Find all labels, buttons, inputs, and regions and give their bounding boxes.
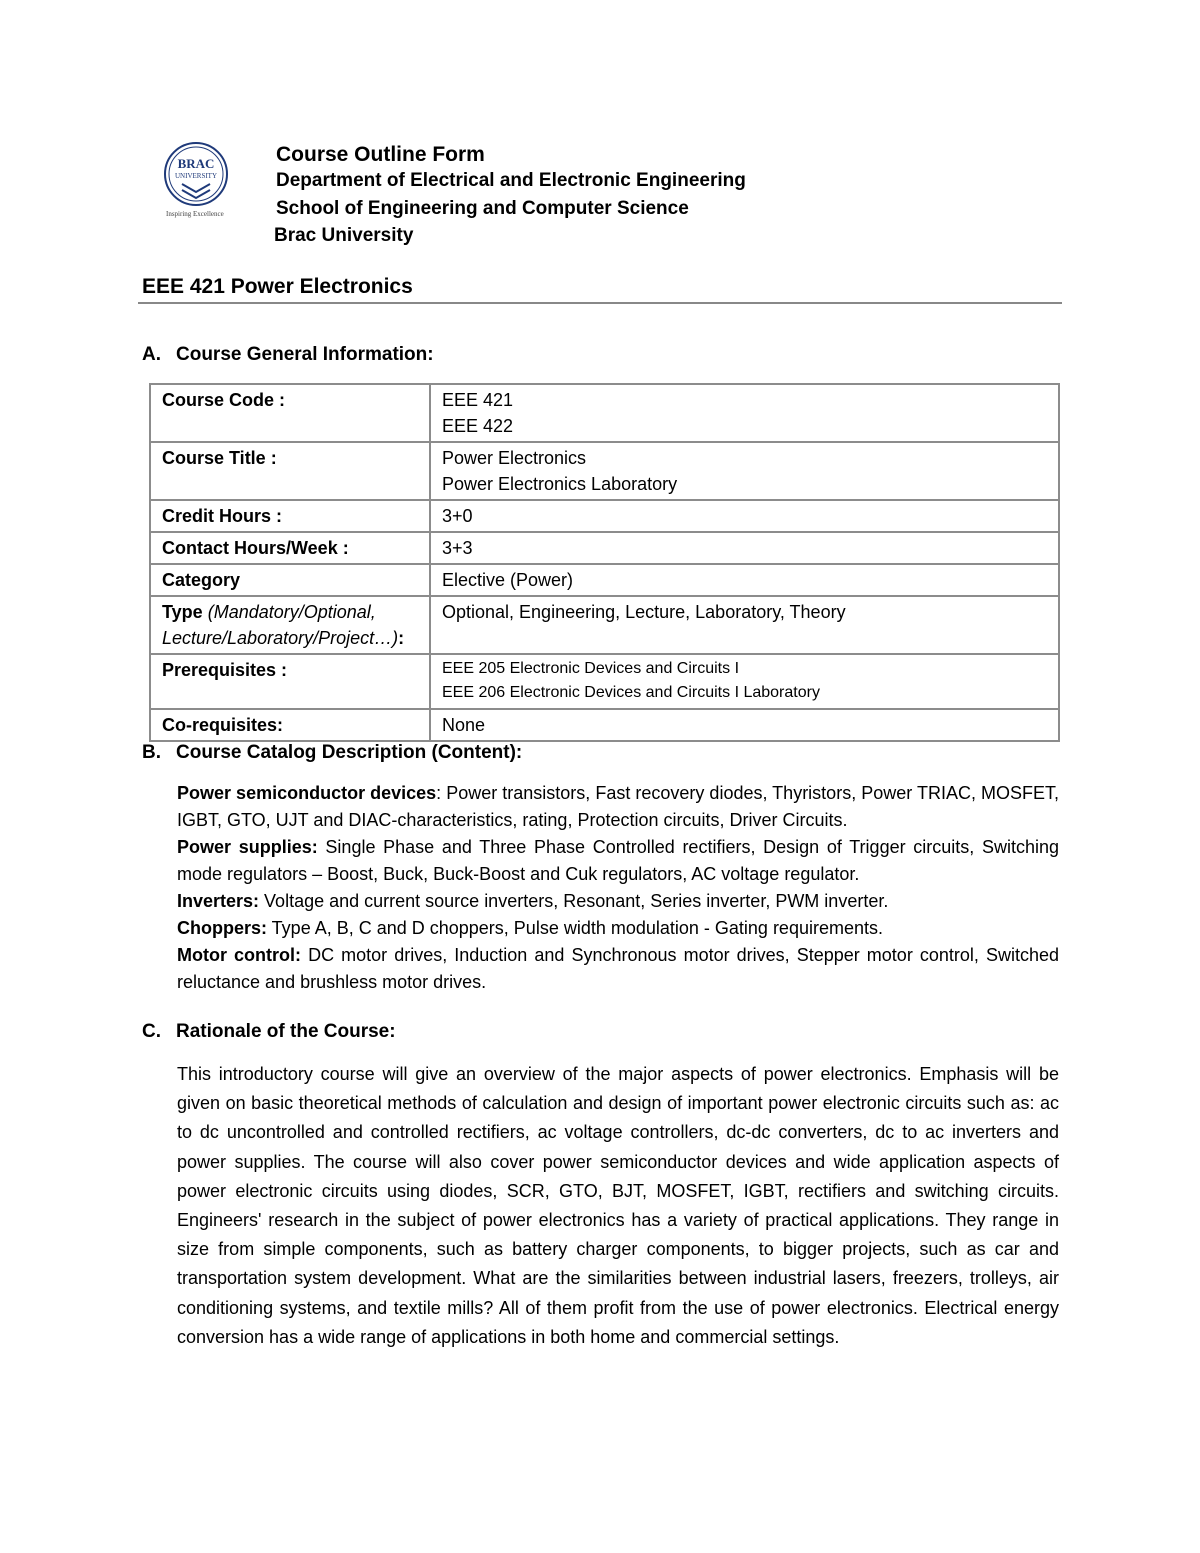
section-a-letter: A.: [142, 344, 161, 365]
section-c-title: Rationale of the Course:: [176, 1021, 396, 1042]
svg-text:UNIVERSITY: UNIVERSITY: [175, 172, 217, 180]
row-label: Co-requisites:: [150, 709, 430, 741]
svg-text:BRAC: BRAC: [177, 156, 215, 171]
row-value: 3+3: [430, 532, 1059, 564]
course-info-table: [149, 383, 1060, 742]
section-c-letter: C.: [142, 1021, 161, 1042]
section-b-heading: [142, 742, 522, 764]
section-c-heading: [142, 1021, 396, 1043]
table-row: [150, 500, 1059, 532]
table-row: [150, 596, 1059, 654]
row-value: 3+0: [430, 500, 1059, 532]
table-row: [150, 442, 1059, 500]
catalog-item: Power semiconductor devices: Power transistors, Fast recovery diodes, Thyristors, Power TRIAC, MOSFET, IGBT, GTO, UJT and DIAC-characteristics, rating, Protection circuits, Driver Circuits.: [177, 783, 1059, 830]
row-label: Course Code :: [150, 384, 430, 442]
table-row: [150, 709, 1059, 741]
row-value: EEE 205 Electronic Devices and Circuits I EEE 206 Electronic Devices and Circuits I Laboratory: [430, 654, 1059, 709]
course-heading: EEE 421 Power Electronics: [142, 275, 413, 298]
row-value: Power Electronics Power Electronics Laboratory: [430, 442, 1059, 500]
form-title: Course Outline Form: [276, 143, 485, 166]
rationale-text: [177, 1060, 1059, 1352]
section-b-letter: B.: [142, 742, 161, 763]
row-label: Type (Mandatory/Optional, Lecture/Laboratory/Project…):: [150, 596, 430, 654]
school-name: School of Engineering and Computer Science: [276, 198, 689, 219]
brac-university-logo: [160, 140, 266, 222]
section-a-heading: [142, 344, 434, 366]
department-name: Department of Electrical and Electronic Engineering: [276, 170, 746, 191]
catalog-item: Motor control: DC motor drives, Induction and Synchronous motor drives, Stepper motor control, Switched reluctance and brushless motor drives.: [177, 945, 1059, 992]
university-name: Brac University: [274, 225, 414, 246]
row-label: Contact Hours/Week :: [150, 532, 430, 564]
heading-divider: [138, 302, 1062, 304]
table-row: [150, 564, 1059, 596]
catalog-description: [177, 780, 1059, 996]
row-value: Optional, Engineering, Lecture, Laboratory, Theory: [430, 596, 1059, 654]
rationale-paragraph: This introductory course will give an overview of the major aspects of power electronics. Emphasis will be given on basic theoretical methods of calculation and design of important power electronic circuits such as: ac to dc uncontrolled and controlled rectifiers, ac voltage controllers, dc-dc converters, dc to ac inverters and power supplies. The course will also cover power semiconductor devices and wide application aspects of power electronic circuits using diodes, SCR, GTO, BJT, MOSFET, IGBT, rectifiers and switching circuits. Engineers' research in the subject of power electronics has a variety of practical applications. They range in size from simple components, such as battery charger components, to bigger projects, such as car and transportation system development. What are the similarities between industrial lasers, freezers, trolleys, air conditioning systems, and textile mills? All of them profit from the use of power electronics. Electrical energy conversion has a wide range of applications in both home and commercial settings.: [177, 1064, 1059, 1347]
row-value: EEE 421 EEE 422: [430, 384, 1059, 442]
row-label: Credit Hours :: [150, 500, 430, 532]
catalog-item: Power supplies: Single Phase and Three Phase Controlled rectifiers, Design of Trigger circuits, Switching mode regulators – Boost, Buck, Buck-Boost and Cuk regulators, AC voltage regulator.: [177, 837, 1059, 884]
table-row: [150, 654, 1059, 709]
row-label: Course Title :: [150, 442, 430, 500]
catalog-item: Choppers: Type A, B, C and D choppers, Pulse width modulation - Gating requirements.: [177, 918, 883, 938]
table-row: [150, 384, 1059, 442]
row-label: Category: [150, 564, 430, 596]
section-a-title: Course General Information:: [176, 344, 434, 365]
section-b-title: Course Catalog Description (Content):: [176, 742, 523, 763]
svg-text:Inspiring Excellence: Inspiring Excellence: [166, 210, 224, 218]
row-value: None: [430, 709, 1059, 741]
catalog-item: Inverters: Voltage and current source inverters, Resonant, Series inverter, PWM inverter.: [177, 891, 889, 911]
table-row: [150, 532, 1059, 564]
row-value: Elective (Power): [430, 564, 1059, 596]
row-label: Prerequisites :: [150, 654, 430, 709]
